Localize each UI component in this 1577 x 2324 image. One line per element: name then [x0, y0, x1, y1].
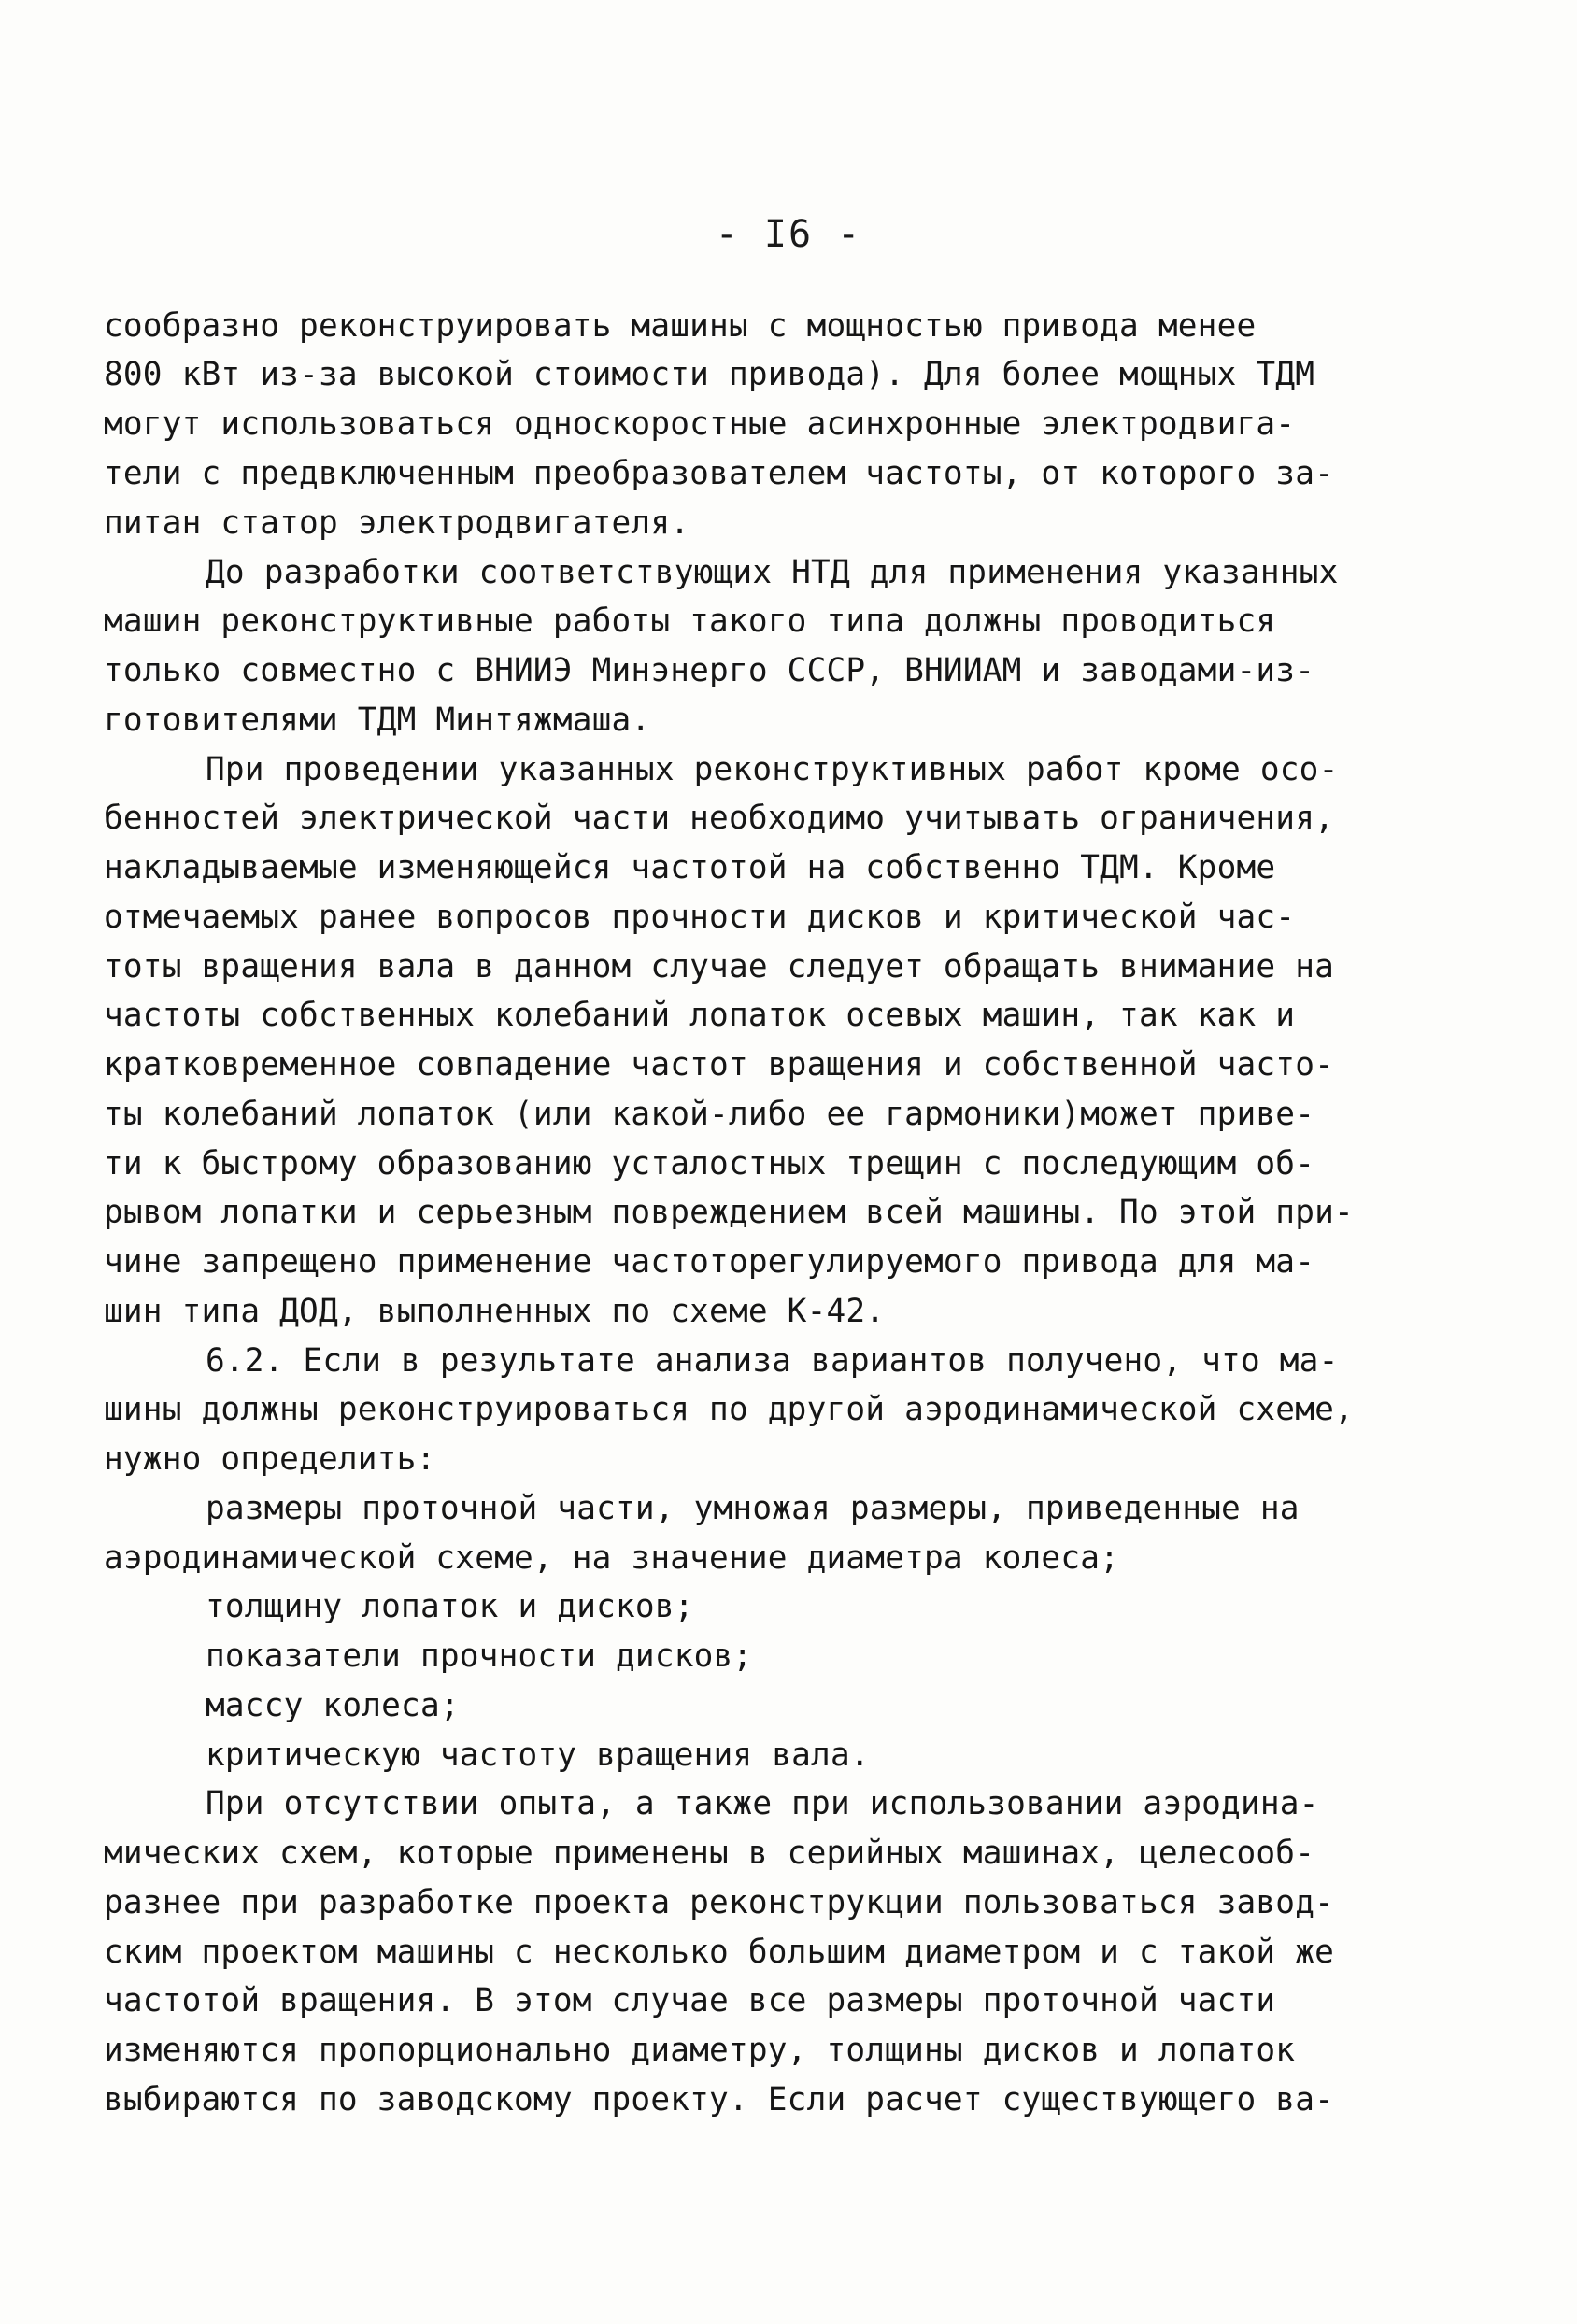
text-line: массу колеса; [206, 1687, 460, 1724]
text-line: 6.2. Если в результате анализа вариантов получено, что ма- [206, 1342, 1339, 1380]
text-line: 800 кВт из-за высокой стоимости привода). Для более мощных ТДМ [104, 356, 1315, 393]
text-line: могут использоваться односкоростные асинхронные электродвига- [104, 405, 1296, 443]
text-line: ты колебаний лопаток (или какой-либо ее гармоники)может приве- [104, 1096, 1315, 1133]
text-line: изменяются пропорционально диаметру, толщины дисков и лопаток [104, 2032, 1296, 2069]
text-line: только совместно с ВНИИЭ Минэнерго СССР, ВНИИАМ и заводами-из- [104, 652, 1315, 689]
text-line: До разработки соответствующих НТД для применения указанных [206, 554, 1339, 591]
text-line: мических схем, которые применены в серийных машинах, целесооб- [104, 1835, 1315, 1872]
text-line: рывом лопатки и серьезным повреждением всей машины. По этой при- [104, 1194, 1354, 1231]
text-line: питан статор электродвигателя. [104, 504, 690, 542]
text-line: критическую частоту вращения вала. [206, 1736, 870, 1774]
text-line: шины должны реконструироваться по другой аэродинамической схеме, [104, 1391, 1354, 1428]
text-line: машин реконструктивные работы такого типа должны проводиться [104, 602, 1276, 640]
text-line: нужно определить: [104, 1440, 436, 1478]
text-line: частотой вращения. В этом случае все размеры проточной части [104, 1982, 1276, 2019]
text-line: шин типа ДОД, выполненных по схеме К-42. [104, 1293, 886, 1330]
text-line: чине запрещено применение частоторегулируемого привода для ма- [104, 1243, 1315, 1281]
text-line: тели с предвключенным преобразователем частоты, от которого за- [104, 455, 1335, 492]
text-line: готовителями ТДМ Минтяжмаша. [104, 701, 651, 739]
text-line: разнее при разработке проекта реконструкции пользоваться завод- [104, 1884, 1335, 1921]
text-line: размеры проточной части, умножая размеры, приведенные на [206, 1490, 1300, 1527]
text-line: аэродинамической схеме, на значение диаметра колеса; [104, 1539, 1120, 1577]
text-line: накладываемые изменяющейся частотой на собственно ТДМ. Кроме [104, 849, 1276, 886]
text-line: показатели прочности дисков; [206, 1637, 753, 1675]
text-line: частоты собственных колебаний лопаток осевых машин, так как и [104, 997, 1296, 1034]
page-number: - I6 - [715, 213, 862, 256]
text-line: кратковременное совпадение частот вращения и собственной часто- [104, 1046, 1335, 1084]
text-line: бенностей электрической части необходимо учитывать ограничения, [104, 800, 1335, 837]
text-line: сообразно реконструировать машины с мощностью привода менее [104, 307, 1257, 345]
text-line: ти к быстрому образованию усталостных трещин с последующим об- [104, 1145, 1315, 1183]
text-line: выбираются по заводскому проекту. Если расчет существующего ва- [104, 2081, 1335, 2119]
text-line: При отсутствии опыта, а также при использовании аэродина- [206, 1785, 1319, 1822]
text-line: отмечаемых ранее вопросов прочности дисков и критической час- [104, 899, 1296, 936]
text-line: толщину лопаток и дисков; [206, 1588, 694, 1625]
text-line: тоты вращения вала в данном случае следует обращать внимание на [104, 948, 1335, 985]
text-line: При проведении указанных реконструктивных работ кроме осо- [206, 751, 1339, 788]
text-line: ским проектом машины с несколько большим диаметром и с такой же [104, 1934, 1335, 1971]
